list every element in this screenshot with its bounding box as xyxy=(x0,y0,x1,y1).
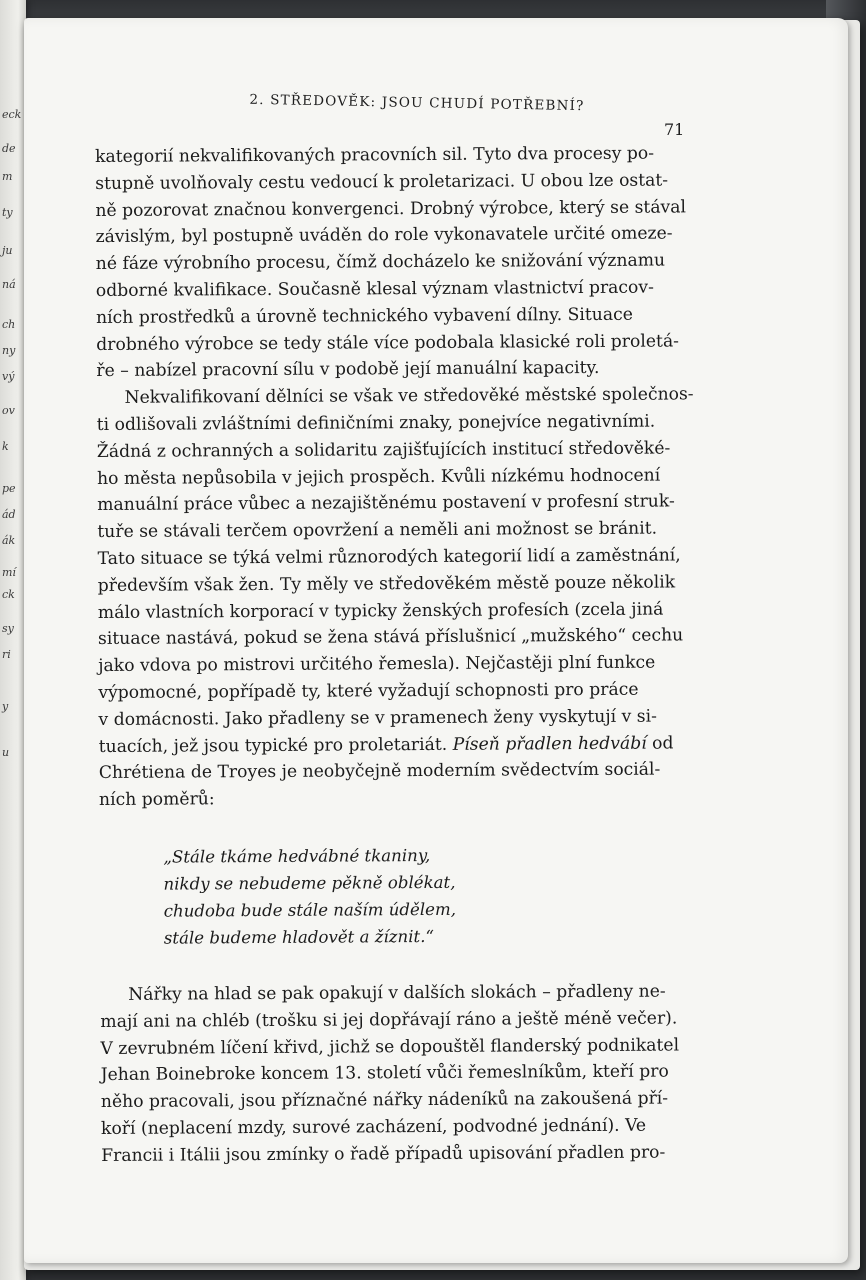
left-page-fragment: de xyxy=(2,142,16,155)
text-line: něho pracovali, jsou příznačné nářky nádeníků na zakoušená pří- xyxy=(100,1088,669,1113)
text-line: V zevrubném líčení křivd, jichž se dopouštěl flanderský podnikatel xyxy=(100,1034,680,1059)
paragraph xyxy=(96,382,699,814)
left-page-fragment: ty xyxy=(2,206,13,219)
text-line: stupně uvolňovaly cestu vedoucí k proletarizaci. U obou lze ostat- xyxy=(95,170,669,194)
left-page-fragment: vý xyxy=(2,370,15,383)
left-page-fragment: m xyxy=(2,170,13,183)
text-line: odborné kvalifikace. Současně klesal význam vlastnictví pracov- xyxy=(95,277,654,301)
left-page-fragment: ck xyxy=(2,588,15,601)
left-page-fragment: pe xyxy=(2,482,16,495)
left-page-fragment: eck xyxy=(2,108,22,121)
left-page-fragment: ju xyxy=(2,244,13,257)
text-line: Žádná z ochranných a solidaritu zajišťujících institucí středověké- xyxy=(96,438,671,462)
text-line: výpomocné, popřípadě ty, které vyžadují schopnosti pro práce xyxy=(98,679,639,703)
text-line: Nekvalifikovaní dělníci se však ve středověké městské společnos- xyxy=(124,384,694,408)
book-page xyxy=(24,18,848,1263)
text-line: závislým, byl postupně uváděn do role vykonavatele určité omeze- xyxy=(95,223,673,248)
text-line: mají ani na chléb (trošku si jej dopřávají ráno a ještě méně večer). xyxy=(100,1008,678,1032)
text-fragment: od xyxy=(652,733,674,754)
text-line: koří (neplacení mzdy, surové zacházení, podvodné jednání). Ve xyxy=(100,1115,647,1139)
text-line: především však žen. Ty měly ve středověkém městě pouze několik xyxy=(97,572,676,596)
page-number: 71 xyxy=(664,120,685,139)
text-line xyxy=(99,730,699,760)
body-text xyxy=(95,140,701,1169)
text-line: tuře se stávali terčem opovržení a neměli ani možnost se bránit. xyxy=(97,518,658,543)
text-line: ně pozorovat značnou konvergenci. Drobný výrobce, který se stával xyxy=(95,196,687,221)
left-page-fragment: u xyxy=(2,746,10,759)
text-line: kategorií nekvalifikovaných pracovních sil. Tyto dva procesy po- xyxy=(95,143,655,167)
text-fragment: tuacích, jež jsou typické pro proletariát. xyxy=(98,734,448,757)
text-line: málo vlastních korporací v typicky ženských profesích (zcela jiná xyxy=(97,599,664,623)
text-line: manuální práce vůbec a nezajištěnému postavení v profesní struk- xyxy=(97,491,675,516)
left-page-fragment: k xyxy=(2,440,9,453)
left-page-fragment: mí xyxy=(2,566,16,579)
verse-line: nikdy se nebudeme pěkně oblékat, xyxy=(163,872,456,894)
left-page-fragment: y xyxy=(2,700,9,713)
verse-line: chudoba bude stále naším údělem, xyxy=(163,899,457,921)
text-line: ti odlišovali zvláštními definičními znaky, ponejvíce negativními. xyxy=(96,411,656,435)
text-line: Tato situace se týká velmi různorodých kategorií lidí a zaměstnání, xyxy=(97,545,681,569)
text-line: drobného výrobce se tedy stále více podobala klasické roli proletá- xyxy=(96,331,680,355)
left-page-fragment: ov xyxy=(2,404,15,417)
text-line: ho města nepůsobila v jejich prospěch. Kvůli nízkému hodnocení xyxy=(96,465,661,489)
text-line: situace nastává, pokud se žena stává příslušnicí „mužského“ cechu xyxy=(97,625,684,650)
text-line: né fáze výrobního procesu, čímž docházelo ke snižování významu xyxy=(95,250,666,275)
text-line: jako vdova po mistrovi určitého řemesla). Nejčastěji plní funkce xyxy=(98,652,656,677)
left-page-fragment: ád xyxy=(2,508,16,521)
text-line: Francii i Itálii jsou zmínky o řadě případů upisování přadlen pro- xyxy=(101,1142,666,1166)
left-page-fragment: ná xyxy=(2,278,16,291)
verse-line: „Stále tkáme hedvábné tkaniny, xyxy=(163,845,431,867)
left-page-fragment: sy xyxy=(2,622,14,635)
running-head: 2. STŘEDOVĚK: JSOU CHUDÍ POTŘEBNÍ? xyxy=(249,91,585,115)
text-line: Chrétiena de Troyes je neobyčejně moderním svědectvím sociál- xyxy=(98,759,661,784)
text-line: Jehan Boinebroke koncem 13. století vůči řemeslníkům, kteří pro xyxy=(100,1061,669,1086)
text-line: v domácnosti. Jako přadleny se v pramenech ženy vyskytují v si- xyxy=(98,706,657,730)
left-page-edge xyxy=(0,0,26,1280)
paragraph xyxy=(100,978,701,1169)
left-page-fragment: ch xyxy=(2,318,16,331)
verse-line: stále budeme hladovět a žíznit.“ xyxy=(163,926,434,948)
text-line: Nářky na hlad se pak opakují v dalších slokách – přadleny ne- xyxy=(128,981,666,1005)
text-line: ních poměrů: xyxy=(98,789,215,811)
left-page-fragment: ny xyxy=(2,344,16,357)
paragraph xyxy=(95,140,696,385)
left-page-fragment: ák xyxy=(2,534,16,547)
verse-quote xyxy=(163,840,700,951)
text-line: ních prostředků a úrovně technického vybavení dílny. Situace xyxy=(96,304,633,328)
left-page-fragment: ri xyxy=(2,648,11,661)
text-line: ře – nabízel pracovní sílu v podobě její manuální kapacity. xyxy=(96,358,600,382)
italic-title: Píseň přadlen hedvábí xyxy=(452,733,647,755)
